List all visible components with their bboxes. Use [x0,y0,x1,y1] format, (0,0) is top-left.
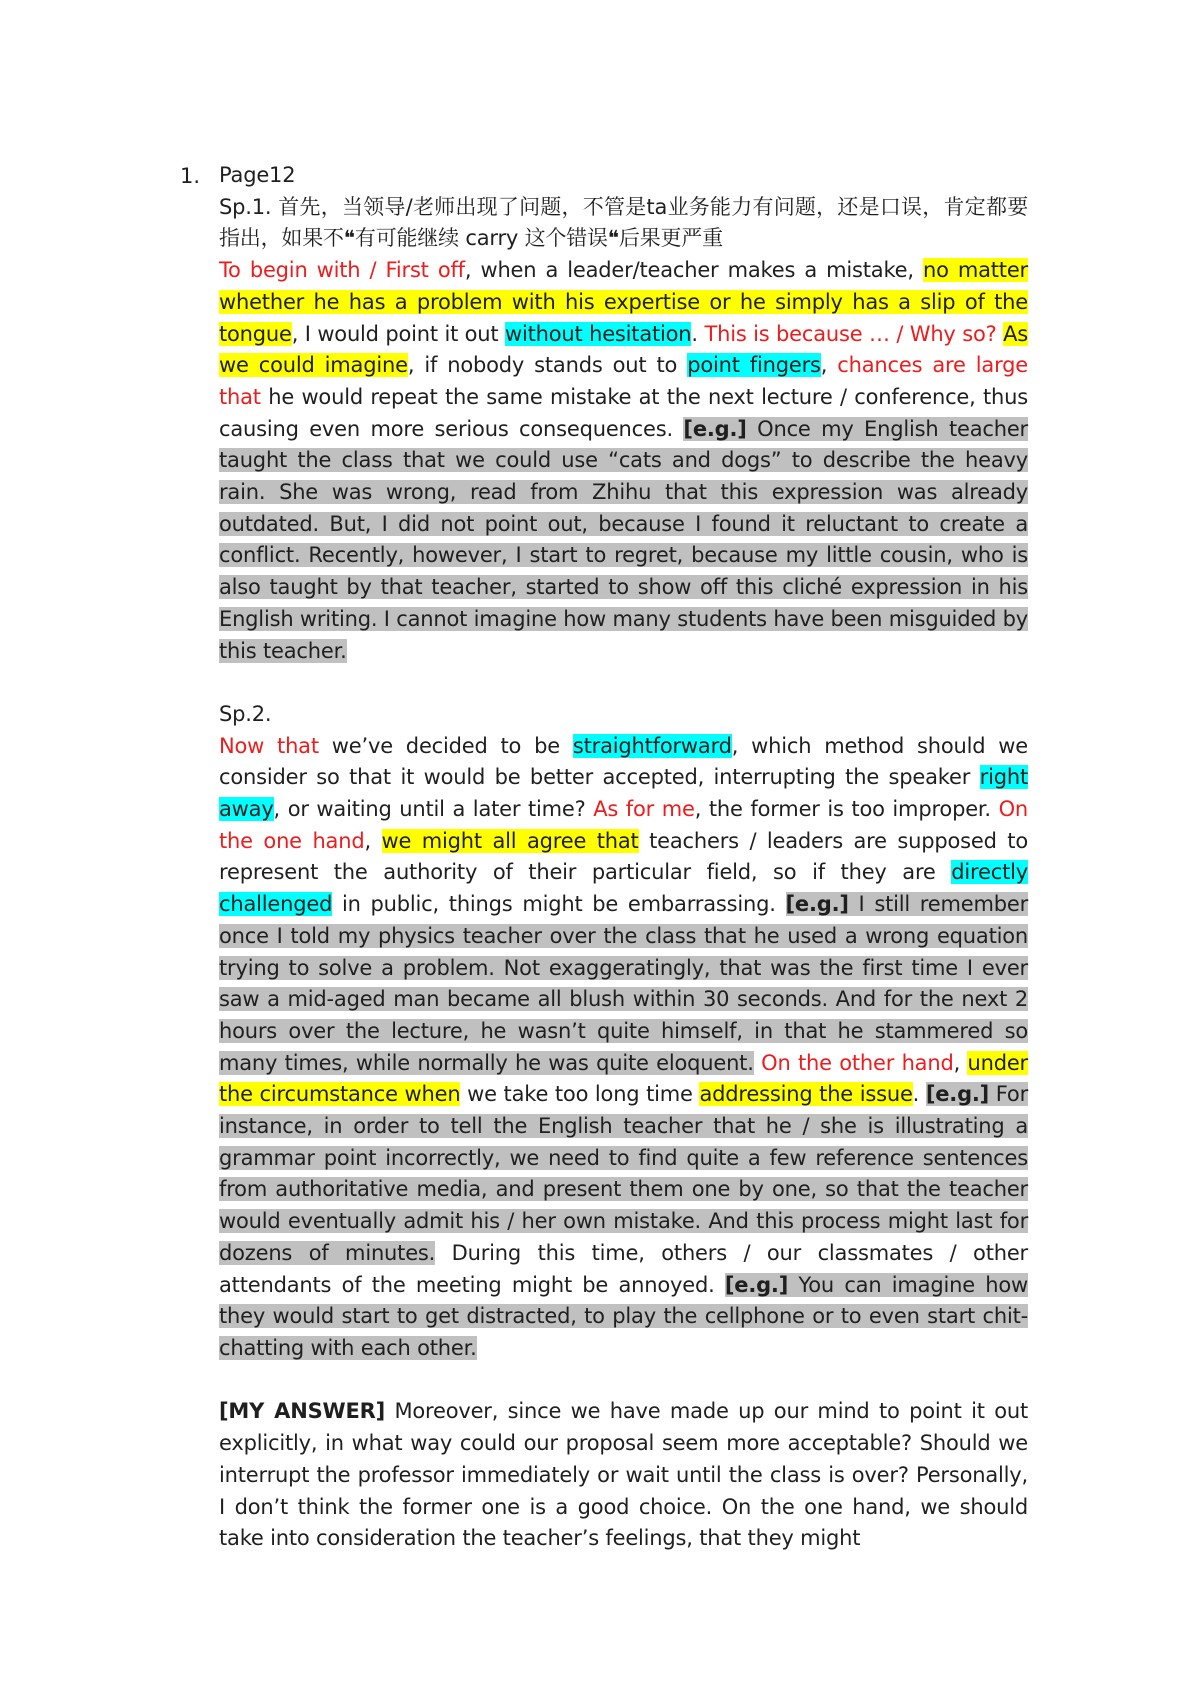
phrase-red: Now that [219,733,319,758]
text-run: we take too long time [460,1082,700,1107]
text-run: , [364,828,382,853]
phrase-cyan-highlight: point fingers [687,353,821,378]
text-run [754,1051,761,1075]
example-block-gray [219,417,1028,663]
text-run: , which method should we consider so that it would be better accepted, interrupting the speaker [219,733,1028,790]
my-answer-label: [MY ANSWER] [219,1399,386,1424]
text-run: , I would point it out [291,321,505,346]
eg-tag: [e.g.] [724,1272,789,1297]
eg-tag: [e.g.] [925,1082,990,1107]
phrase-red: As for me [593,797,695,822]
sp1-paragraph [219,255,1028,667]
blank-line [219,667,1028,699]
example-block-gray [219,892,1028,1075]
phrase-red: chances are large that [219,353,1029,409]
example-text: Once my English teacher taught the class that we could use “cats and dogs” to describe the heavy rain. She was wrong, read from Zhihu that this expression was already outdated. But, I did not point out, because I found it reluctant to create a conflict. Recently, however, I start to regret, because my little cousin, who is also taught by that teacher, started to show off this cliché expression in his English writing. I cannot imagine how many students have been misguided by this teacher. [219,416,1029,663]
text-run: . [912,1082,926,1107]
phrase-red: This is because … / Why so? [704,321,997,346]
my-answer-paragraph [219,1396,1028,1555]
sp2-label: Sp.2. [219,701,272,726]
text-run: , if nobody stands out to [407,353,688,378]
phrase-cyan-highlight: without hesitation [505,321,692,346]
blank-line [219,1365,1028,1397]
phrase-yellow-highlight: As we could imagine [219,321,1029,378]
example-text: You can imagine how they would start to get distracted, to play the cellphone or to even start chit-chatting with each other. [219,1272,1028,1360]
document-content [219,160,1028,1555]
eg-tag: [e.g.] [683,416,747,441]
sp1-chinese-line [219,192,1028,255]
phrase-yellow-highlight: we might all agree that [381,828,639,853]
phrase-yellow-highlight: no matter whether he has a problem with his expertise or he simply has a slip of the tongue [219,258,1028,346]
phrase-red: On the other hand [761,1050,954,1075]
text-run: in public, things might be embarrassing. [332,892,786,917]
text-run: . [691,321,705,346]
text-run: we’ve decided to be [318,733,573,758]
example-block-gray [219,1082,1028,1265]
phrase-cyan-highlight: straightforward [572,733,732,758]
example-text: I still remember once I told my physics teacher over the class that he used a wrong equation trying to solve a problem. Not exaggeratingly, that was the first time I ever saw a mid-aged man became all blush within 30 seconds. And for the next 2 hours over the lecture, he wasn’t quite himself, in that he stammered so many times, while normally he was quite eloquent. [219,892,1029,1075]
text-run: During this time, others / our classmates / other attendants of the meeting might be annoyed. [219,1240,1028,1297]
text-run: he would repeat the same mistake at the next lecture / conference, thus causing even more serious consequences. [219,384,1028,441]
list-number: 1. [180,164,201,188]
example-text: For instance, in order to tell the English teacher that he / she is illustrating a grammar point incorrectly, we need to find quite a few reference sentences from authoritative media, and present them one by one, so that the teacher would eventually admit his / her own mistake. And this process might last for dozens of minutes. [219,1082,1029,1265]
text-run: , when a leader/teacher makes a mistake, [464,258,923,283]
page-heading: Page12 [219,163,296,187]
my-answer-text: Moreover, since we have made up our mind to point it out explicitly, in what way could our proposal seem more acceptable? Should we interrupt the professor immediately or wait until the class is over? Personally, I don’t think the former one is a good choice. On the one hand, we should take into consideration the teacher’s feelings, that they might [219,1399,1028,1551]
phrase-red: To begin with / First off [219,258,465,283]
phrase-cyan-highlight: directly challenged [219,860,1028,917]
text-run: teachers / leaders are supposed to represent the authority of their particular field, so if they are [219,828,1028,885]
sp2-paragraph [219,731,1028,1365]
text-run: , the former is too improper. [694,797,999,822]
text-run: , [820,353,838,378]
eg-tag: [e.g.] [785,892,849,917]
sp1-label: Sp.1. [219,194,272,219]
phrase-yellow-highlight: under the circumstance when [219,1050,1028,1107]
phrase-yellow-highlight: addressing the issue [699,1082,913,1107]
text-run: , [953,1050,968,1075]
sp1-chinese-text: 首先，当领导/老师出现了问题，不管是ta业务能力有问题，还是口误，肯定都要指出，如果不❝有可能继续 carry 这个错误❝后果更严重 [219,194,1028,251]
phrase-red: On the one hand [219,797,1029,853]
text-run: , or waiting until a later time? [273,797,594,822]
phrase-cyan-highlight: right away [219,765,1028,822]
